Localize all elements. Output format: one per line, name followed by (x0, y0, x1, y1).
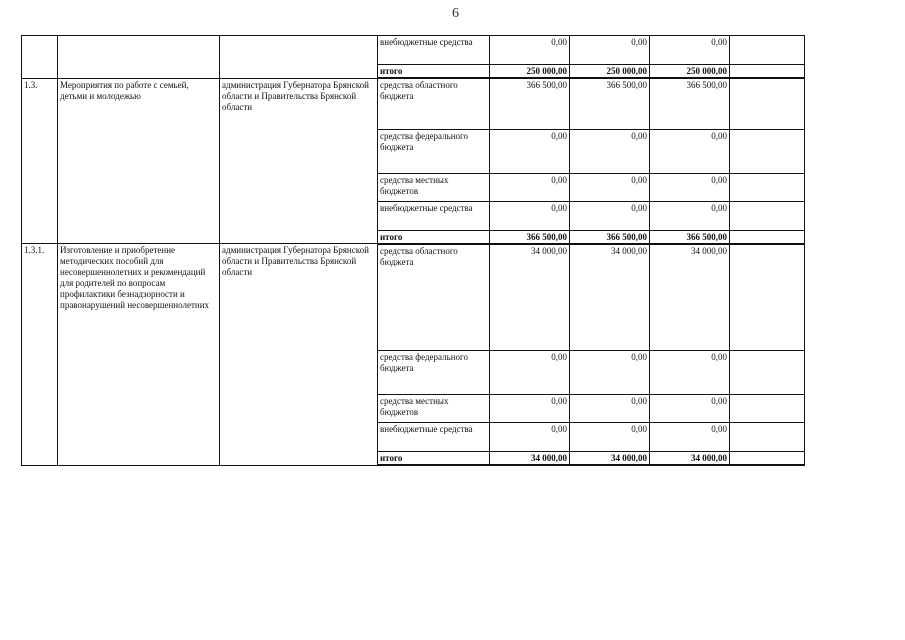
value-cell: 366 500,00 (650, 78, 730, 129)
empty-cell (730, 78, 805, 129)
source-label: внебюджетные средства (378, 423, 490, 452)
empty-cell (730, 201, 805, 230)
total-value: 34 000,00 (570, 452, 650, 466)
table-row (22, 36, 805, 65)
source-label: средства федерального бюджета (378, 129, 490, 173)
empty-cell (730, 65, 805, 79)
value-cell: 0,00 (570, 36, 650, 65)
total-label: итого (378, 65, 490, 79)
total-value: 250 000,00 (490, 65, 570, 79)
source-label: средства областного бюджета (378, 78, 490, 129)
value-cell: 0,00 (490, 423, 570, 452)
empty-cell (730, 395, 805, 423)
source-label: средства федерального бюджета (378, 351, 490, 395)
value-cell: 0,00 (570, 351, 650, 395)
empty-cell (730, 244, 805, 351)
budget-table (21, 35, 805, 466)
value-cell: 0,00 (490, 36, 570, 65)
value-cell: 366 500,00 (570, 78, 650, 129)
total-label: итого (378, 452, 490, 466)
value-cell: 0,00 (650, 173, 730, 201)
source-label: средства областного бюджета (378, 244, 490, 351)
value-cell: 0,00 (570, 423, 650, 452)
total-value: 250 000,00 (650, 65, 730, 79)
total-value: 34 000,00 (490, 452, 570, 466)
value-cell: 0,00 (570, 395, 650, 423)
table-row (22, 78, 805, 129)
source-label: внебюджетные средства (378, 201, 490, 230)
number-cell: 1.3.1. (22, 244, 58, 466)
source-label: внебюджетные средства (378, 36, 490, 65)
total-label: итого (378, 230, 490, 244)
number-cell: 1.3. (22, 78, 58, 244)
empty-cell (730, 351, 805, 395)
value-cell: 0,00 (570, 129, 650, 173)
value-cell: 0,00 (490, 129, 570, 173)
empty-cell (730, 423, 805, 452)
value-cell: 366 500,00 (490, 78, 570, 129)
value-cell: 0,00 (650, 36, 730, 65)
value-cell: 34 000,00 (570, 244, 650, 351)
value-cell: 0,00 (650, 351, 730, 395)
total-value: 366 500,00 (490, 230, 570, 244)
value-cell: 34 000,00 (490, 244, 570, 351)
empty-cell (730, 452, 805, 466)
empty-cell (730, 129, 805, 173)
value-cell: 0,00 (490, 351, 570, 395)
name-cell (58, 36, 220, 79)
empty-cell (730, 36, 805, 65)
value-cell: 0,00 (490, 201, 570, 230)
source-label: средства местных бюджетов (378, 173, 490, 201)
number-cell (22, 36, 58, 79)
value-cell: 0,00 (650, 395, 730, 423)
total-value: 366 500,00 (570, 230, 650, 244)
page-number: 6 (452, 6, 459, 21)
executor-cell (220, 36, 378, 79)
empty-cell (730, 230, 805, 244)
total-value: 250 000,00 (570, 65, 650, 79)
value-cell: 0,00 (570, 201, 650, 230)
value-cell: 0,00 (650, 129, 730, 173)
executor-cell: администрация Губернатора Брянской области и Правительства Брянской области (220, 78, 378, 244)
executor-cell: администрация Губернатора Брянской области и Правительства Брянской области (220, 244, 378, 466)
value-cell: 0,00 (650, 201, 730, 230)
source-label: средства местных бюджетов (378, 395, 490, 423)
name-cell: Изготовление и приобретение методических пособий для несовершеннолетних и рекомендаций для родителей по вопросам профилактики безнадзорности и правонарушений несовершеннолетних (58, 244, 220, 466)
value-cell: 0,00 (570, 173, 650, 201)
value-cell: 34 000,00 (650, 244, 730, 351)
value-cell: 0,00 (490, 395, 570, 423)
name-cell: Мероприятия по работе с семьей, детьми и молодежью (58, 78, 220, 244)
value-cell: 0,00 (650, 423, 730, 452)
total-value: 366 500,00 (650, 230, 730, 244)
empty-cell (730, 173, 805, 201)
table-row (22, 244, 805, 351)
value-cell: 0,00 (490, 173, 570, 201)
total-value: 34 000,00 (650, 452, 730, 466)
